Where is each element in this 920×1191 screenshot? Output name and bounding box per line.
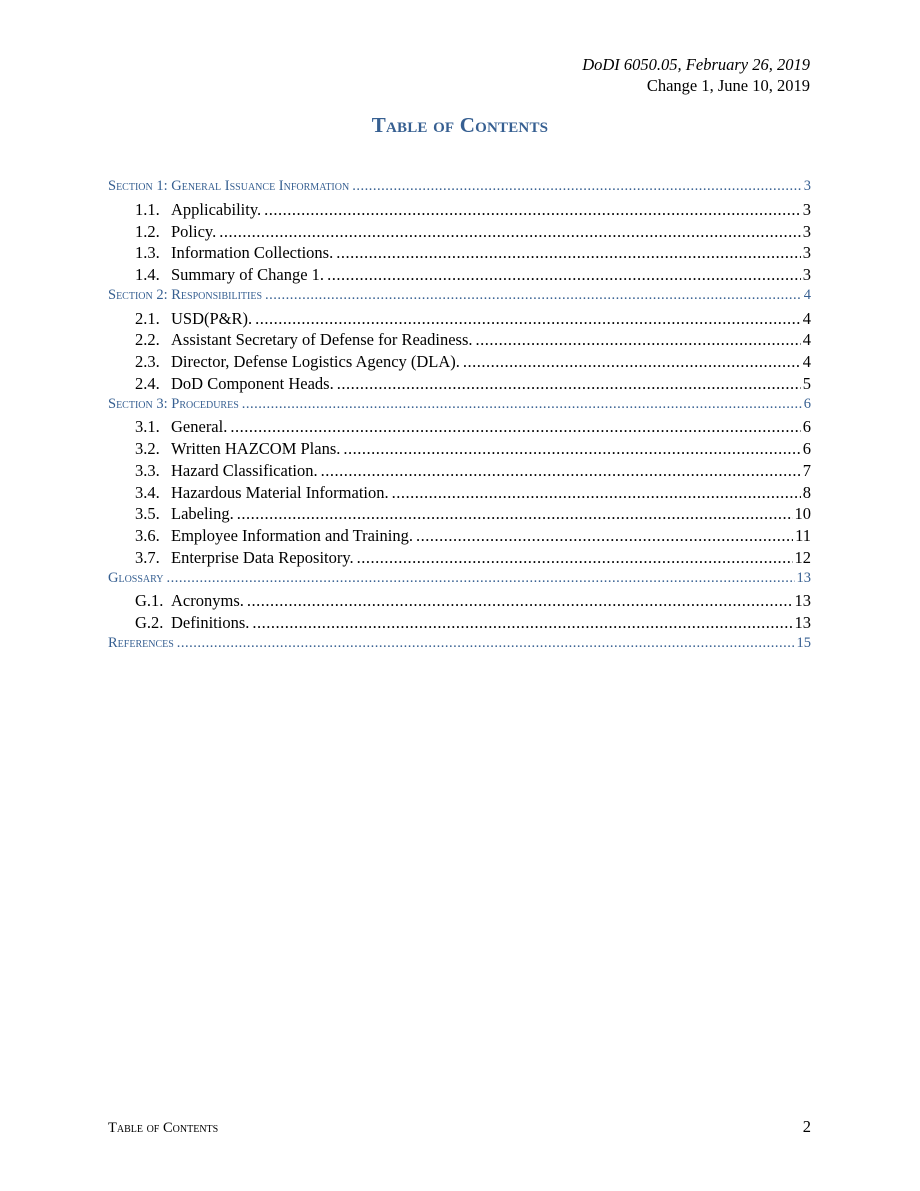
dot-leader (252, 613, 792, 633)
dot-leader (247, 591, 793, 611)
toc-entry-label: Enterprise Data Repository. (171, 547, 354, 567)
dot-leader (337, 374, 801, 394)
dot-leader (237, 504, 793, 524)
toc-entry-label: Labeling. (171, 504, 234, 524)
dot-leader (242, 396, 802, 413)
toc-entry-number: 2.1. (135, 308, 160, 328)
toc-entry-link[interactable] (108, 461, 811, 483)
toc-section-link[interactable] (108, 635, 811, 657)
dot-leader (219, 222, 801, 242)
toc-section-link[interactable] (108, 396, 811, 418)
toc-entry-number: 3.6. (135, 526, 160, 545)
toc-page-number: 4 (802, 308, 811, 328)
toc-section-link[interactable] (108, 287, 811, 309)
toc-section-link[interactable] (108, 570, 811, 592)
toc-entry-link[interactable] (108, 374, 811, 396)
toc-entry-link[interactable] (108, 330, 811, 352)
toc-entry-link[interactable] (108, 439, 811, 461)
toc-entry-link[interactable] (108, 265, 811, 287)
page-footer (108, 1117, 811, 1137)
toc-entry-label: DoD Component Heads. (171, 373, 334, 393)
toc-page-number: 11 (795, 526, 811, 545)
toc-page-number: 13 (796, 569, 811, 586)
toc-entry-number: 1.1. (135, 199, 160, 219)
toc-entry-label: General. (171, 417, 228, 437)
toc-entry-label: Written HAZCOM Plans. (171, 439, 341, 458)
dot-leader (343, 439, 800, 459)
toc-entry-number: 3.3. (135, 460, 160, 480)
toc-entry-link[interactable] (108, 417, 811, 439)
toc-page-number: 6 (802, 417, 811, 437)
toc-entry-number: 3.4. (135, 482, 160, 502)
toc-entry-number: 1.3. (135, 243, 160, 263)
toc-page-number: 7 (802, 460, 811, 480)
toc-entry-link[interactable] (108, 222, 811, 244)
dot-leader (336, 243, 801, 263)
toc-page-number: 6 (802, 439, 811, 458)
toc-entry-number: 3.1. (135, 417, 160, 437)
toc-entry-number: 1.2. (135, 221, 160, 241)
toc-page-number: 10 (794, 504, 811, 524)
toc-entry-label: Director, Defense Logistics Agency (DLA). (171, 352, 460, 371)
toc-entry-label: Section 3: Procedures (108, 395, 239, 412)
toc-entry-label: Policy. (171, 221, 217, 241)
toc-entry-label: Section 1: General Issuance Information (108, 178, 350, 194)
toc-page-number: 8 (802, 482, 811, 502)
toc-page-number: 15 (796, 634, 811, 651)
toc-entry-label: Glossary (108, 569, 164, 586)
toc-entry-number: 1.4. (135, 265, 160, 284)
toc-entry-number: 3.5. (135, 504, 160, 524)
toc-entry-label: Summary of Change 1. (171, 265, 325, 284)
toc-entry-label: Hazardous Material Information. (171, 482, 389, 502)
toc-page-number: 4 (803, 286, 811, 303)
dot-leader (392, 483, 801, 503)
toc-entry-link[interactable] (108, 613, 811, 635)
dot-leader (264, 200, 801, 220)
dot-leader (327, 265, 801, 285)
toc-page-number: 3 (802, 221, 811, 241)
toc-entry-label: USD(P&R). (171, 308, 253, 328)
toc-page-number: 13 (794, 613, 811, 632)
toc-page-number: 3 (802, 243, 811, 263)
toc-page-number: 13 (794, 591, 811, 611)
change-notice: Change 1, June 10, 2019 (646, 76, 810, 95)
toc-entry-label: Assistant Secretary of Defense for Readiness. (171, 330, 473, 350)
toc-entry-label: Employee Information and Training. (171, 526, 413, 545)
toc-entry-number: G.1. (135, 591, 164, 611)
toc-entry-label: Hazard Classification. (171, 460, 318, 480)
toc-entry-label: Information Collections. (171, 243, 334, 263)
toc-entry-label: Applicability. (171, 199, 262, 219)
dot-leader (321, 461, 801, 481)
dot-leader (357, 548, 793, 568)
dot-leader (463, 352, 801, 372)
dot-leader (255, 309, 801, 329)
toc-page-number: 5 (802, 373, 811, 393)
toc-entry-link[interactable] (108, 483, 811, 505)
toc-entry-number: G.2. (135, 613, 164, 632)
table-of-contents (108, 178, 811, 657)
dot-leader (230, 417, 800, 437)
toc-page-number: 6 (803, 395, 811, 412)
toc-entry-number: 2.4. (135, 373, 160, 393)
toc-entry-number: 2.3. (135, 352, 160, 371)
toc-entry-link[interactable] (108, 526, 811, 548)
toc-entry-link[interactable] (108, 352, 811, 374)
toc-entry-link[interactable] (108, 591, 811, 613)
dot-leader (352, 178, 802, 195)
toc-entry-label: Definitions. (171, 613, 250, 632)
toc-entry-label: Acronyms. (171, 591, 244, 611)
toc-entry-number: 3.2. (135, 439, 160, 458)
toc-entry-number: 3.7. (135, 547, 160, 567)
toc-entry-link[interactable] (108, 309, 811, 331)
toc-entry-link[interactable] (108, 243, 811, 265)
page-number: 2 (802, 1117, 811, 1136)
toc-entry-label: References (108, 634, 174, 651)
toc-page-number: 3 (802, 265, 811, 284)
toc-entry-link[interactable] (108, 548, 811, 570)
toc-page-number: 4 (802, 330, 811, 350)
dot-leader (167, 570, 795, 587)
document-id: DoDI 6050.05, February 26, 2019 (582, 55, 810, 74)
toc-entry-label: Section 2: Responsibilities (108, 286, 263, 303)
toc-page-number: 12 (794, 547, 811, 567)
page-header (582, 54, 810, 96)
toc-entry-link[interactable] (108, 200, 811, 222)
toc-entry-link[interactable] (108, 504, 811, 526)
toc-page-number: 3 (802, 199, 811, 219)
dot-leader (265, 287, 802, 304)
dot-leader (416, 526, 793, 546)
toc-page-number: 4 (802, 352, 811, 371)
dot-leader (476, 330, 801, 350)
toc-title: Table of Contents (371, 113, 549, 137)
footer-label: Table of Contents (108, 1120, 219, 1136)
toc-section-link[interactable] (108, 178, 811, 200)
dot-leader (177, 635, 795, 652)
toc-page-number: 3 (803, 178, 811, 194)
toc-entry-number: 2.2. (135, 330, 160, 350)
